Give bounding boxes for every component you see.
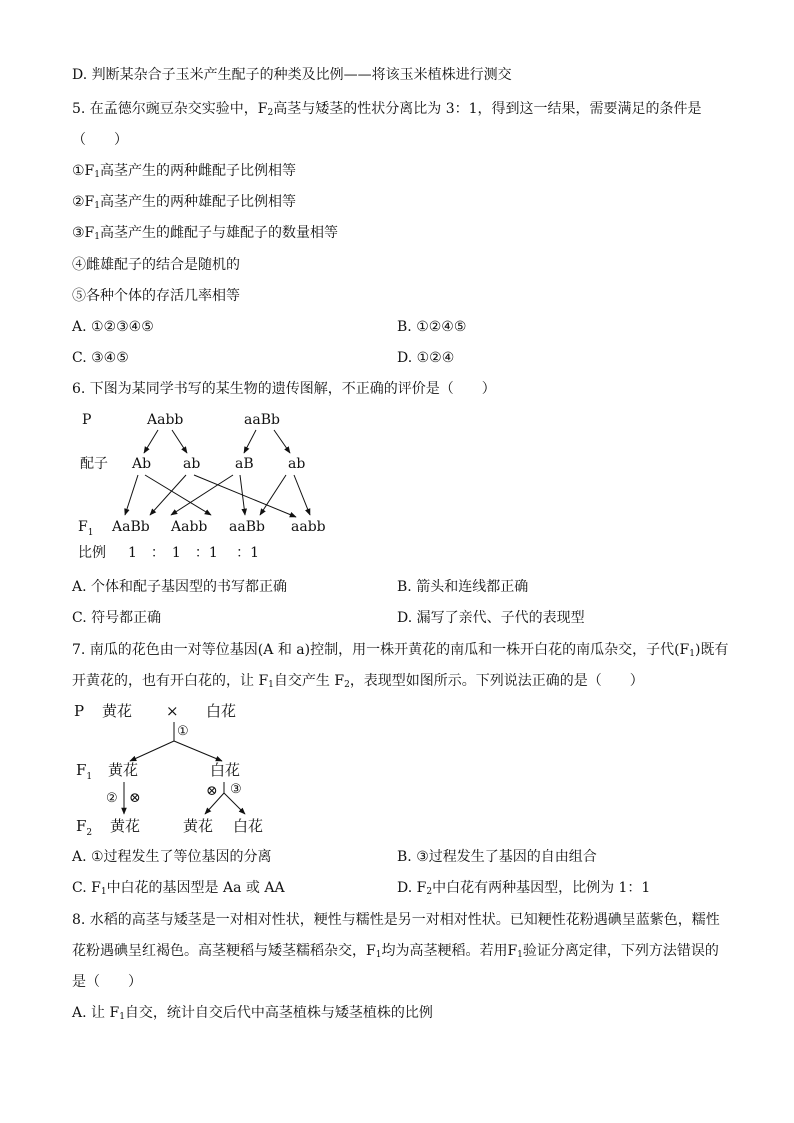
q7-f1-yellow: 黄花 (108, 761, 139, 779)
q8-stem-line1: 8. 水稻的高茎与矮茎是一对相对性状，粳性与糯性是另一对相对性状。已知粳性花粉遇碘呈蓝紫色，糯性 (72, 912, 720, 928)
q6-stem: 6. 下图为某同学书写的某生物的遗传图解，不正确的评价是（ ） (72, 381, 496, 397)
q7-f2-yellow-a: 黄花 (110, 817, 141, 835)
q6-option-d[interactable]: D. 漏写了亲代、子代的表现型 (397, 610, 585, 626)
q7-option-c-sub: 1 (100, 887, 107, 897)
q5-stem-a: 5. 在孟德尔豌豆杂交实验中，F (72, 101, 268, 117)
q7-option-d-a: D. F (397, 880, 427, 896)
q5-c3-sub: 1 (94, 232, 100, 242)
q7-stem-sub1: 1 (689, 649, 695, 659)
q6-option-b[interactable]: B. 箭头和连线都正确 (397, 579, 529, 595)
q6-gamete-4: ab (288, 456, 306, 472)
q7-f2-yellow-b: 黄花 (183, 817, 214, 835)
q7-stem-line1 (72, 641, 728, 659)
q5-option-a[interactable]: A. ①②③④⑤ (72, 319, 154, 335)
q5-stem-sub: 2 (267, 108, 274, 118)
q7-stem-b: )既有 (695, 642, 729, 658)
q6-gamete-2: ab (183, 456, 201, 472)
q6-arrow-p1-g2 (172, 430, 187, 453)
q8-line2-a: 花粉遇碘呈红褐色。高茎粳稻与矮茎糯稻杂交，F (72, 943, 376, 959)
q5-c3-a: ③F (72, 225, 95, 241)
q7-option-d-sub: 2 (426, 887, 433, 897)
q6-offspring-3: aaBb (229, 519, 265, 535)
q7-stem2-a: 开黄花的，也有开白花的，让 F (72, 673, 269, 689)
q8-option-a-sub: 1 (119, 1012, 125, 1022)
q7-cross-symbol: × (166, 702, 179, 720)
q5-c2-sub: 1 (94, 201, 100, 211)
q8-option-a-a: A. 让 F (72, 1005, 120, 1021)
q6-arrow-g4-o4 (294, 475, 310, 515)
q7-p-label: P (74, 702, 85, 720)
q5-condition-4: ④雌雄配子的结合是随机的 (72, 257, 240, 273)
q6-p-label: P (82, 412, 92, 428)
q6-option-a[interactable]: A. 个体和配子基因型的书写都正确 (72, 579, 288, 595)
q7-step1-label: ① (177, 724, 189, 739)
q7-option-b[interactable]: B. ③过程发生了基因的自由组合 (397, 849, 597, 865)
q5-c2-b: 高茎产生的两种雄配子比例相等 (100, 194, 296, 210)
q7-p-yellow: 黄花 (102, 702, 133, 720)
q5-c1-a: ①F (72, 163, 95, 179)
q6-arrow-g2-o4 (194, 475, 296, 517)
q6-parent1: Aabb (147, 412, 184, 428)
q5-c1-b: 高茎产生的两种雌配子比例相等 (100, 163, 296, 179)
q7-option-c-a: C. F (72, 880, 101, 896)
q6-ratio-line: 1 ： 1 ：1 ：1 (128, 545, 260, 561)
q8-line2-sub: 1 (375, 950, 382, 960)
q6-arrow-p1-g1 (144, 430, 158, 453)
q6-genetic-diagram (0, 400, 794, 570)
q8-stem-line2 (72, 942, 719, 960)
q6-offspring-1: AaBb (112, 519, 150, 535)
q7-step3-label: ③ (230, 782, 242, 797)
q8-stem-line3: 是（ ） (72, 974, 142, 990)
q7-option-c[interactable] (72, 879, 285, 897)
q7-stem2-b: 自交产生 F (273, 673, 345, 689)
q5-stem-b: 高茎与矮茎的性状分离比为 3：1，得到这一结果，需要满足的条件是 (273, 101, 702, 117)
q7-f1-white: 白花 (210, 761, 241, 779)
q4-option-d[interactable]: D. 判断某杂合子玉米产生配子的种类及比例——将该玉米植株进行测交 (72, 67, 512, 83)
q6-arrow-g4-o3 (260, 475, 286, 515)
q7-option-c-b: 中白花的基因型是 Aa 或 AA (106, 880, 285, 896)
q6-option-c[interactable]: C. 符号都正确 (72, 610, 162, 626)
q7-stem-line2 (72, 672, 644, 690)
q8-option-a-b: 自交，统计自交后代中高茎植株与矮茎植株的比例 (124, 1005, 433, 1021)
q7-stem2-sub: 1 (268, 680, 274, 690)
q7-selfing-symbol-right: ⊗ (206, 783, 218, 799)
q6-offspring-2: Aabb (171, 519, 208, 535)
q7-arrow-to-f1-white (174, 741, 222, 761)
q7-option-d[interactable] (397, 879, 650, 897)
q7-arrow-to-f1-yellow (130, 741, 174, 761)
q5-option-d[interactable]: D. ①②④ (397, 350, 455, 366)
q7-p-white: 白花 (206, 702, 237, 720)
q7-step2-label: ② (106, 791, 118, 806)
q5-stem (72, 100, 702, 118)
q6-arrow-p2-g4 (274, 430, 290, 453)
q6-gamete-3: aB (235, 456, 254, 472)
q7-selfing-symbol-left: ⊗ (129, 790, 141, 806)
q8-option-a[interactable] (72, 1004, 433, 1022)
q8-line2-b: 均为高茎粳稻。若用F (381, 943, 518, 959)
q6-ratio-label: 比例 (78, 545, 106, 561)
q7-stem-a: 7. 南瓜的花色由一对等位基因(A 和 a)控制，用一株开黄花的南瓜和一株开白花的南瓜杂交，子代(F (72, 642, 690, 658)
q7-f2-white: 白花 (233, 817, 264, 835)
q6-arrow-g3-o3 (240, 475, 245, 515)
q6-arrow-p2-g3 (244, 430, 256, 453)
q6-parent2: aaBb (244, 412, 280, 428)
q7-option-d-b: 中白花有两种基因型，比例为 1：1 (432, 880, 651, 896)
q8-line2-sub2: 1 (517, 950, 523, 960)
q6-offspring-4: aabb (291, 519, 326, 535)
q7-stem2-sub2: 2 (344, 680, 350, 690)
q6-gamete-1: Ab (132, 456, 152, 472)
q5-paren: （ ） (72, 132, 128, 148)
q5-condition-5: ⑤各种个体的存活几率相等 (72, 288, 240, 304)
q5-condition-3 (72, 224, 338, 242)
q5-c2-a: ②F (72, 194, 95, 210)
q7-stem2-c: ，表现型如图所示。下列说法正确的是（ ） (349, 673, 644, 689)
q7-option-a[interactable]: A. ①过程发生了等位基因的分离 (72, 849, 272, 865)
q5-condition-1 (72, 162, 296, 180)
q5-c3-b: 高茎产生的雌配子与雄配子的数量相等 (100, 225, 338, 241)
q8-line2-c: 验证分离定律，下列方法错误的 (522, 943, 719, 959)
q6-gamete-label: 配子 (80, 456, 108, 472)
q7-cross-diagram (0, 695, 794, 845)
q7-f1-label: $F_1$ (76, 761, 93, 782)
q6-arrow-g1-o1 (125, 475, 138, 515)
q6-f1-label: $F_1$ (78, 519, 94, 538)
q7-f2-label: $F_2$ (76, 817, 93, 838)
q5-option-c[interactable]: C. ③④⑤ (72, 350, 129, 366)
q5-c1-sub: 1 (94, 170, 100, 180)
q5-condition-2 (72, 193, 296, 211)
q5-option-b[interactable]: B. ①②④⑤ (397, 319, 467, 335)
